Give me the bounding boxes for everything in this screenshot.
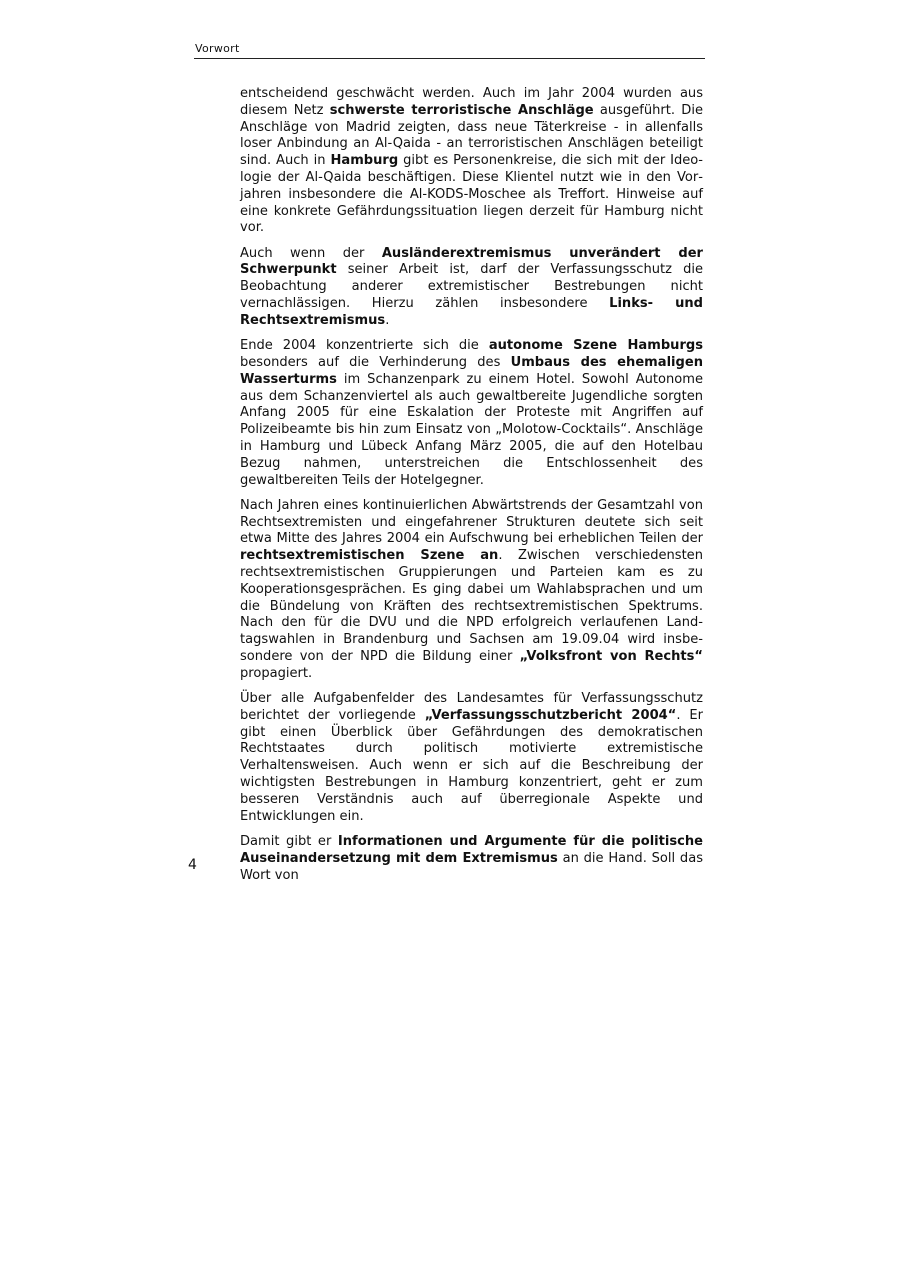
text-run: . Zwischen verschiedensten rechtsextremistischen Gruppierungen und Parteien kam es zu Kooperationsgesprächen. Es ging dabei um Wahlabsprachen und um die Bündelung von Kräften des rechtsextremistischen Spektrums. Nach den für die DVU und die NPD erfolgreich verlaufenen Landtagswahlen in Brandenburg und Sachsen am 19.09.04 wird insbesondere von der NPD die Bildung einer (240, 548, 703, 664)
paragraph (240, 691, 703, 825)
bold-text: Ausländerextremismus unverändert der Schwerpunkt (240, 245, 703, 278)
text-run: . (385, 312, 390, 328)
bold-text: „Volksfront von Rechts“ (519, 649, 703, 664)
text-run: gibt es Personenkreise, die sich mit der Ideologie der Al-Qaida beschäftigen. Diese Klientel nutzt wie in den Vorjahren insbesondere die Al-KODS-Moschee als Treffort. Hinweise auf eine konkrete Gefährdungssituation liegen derzeit für Hamburg nicht vor. (240, 153, 703, 236)
text-run: ausgeführt. Die Anschläge von Madrid zeigten, dass neue Täterkreise - in allenfalls loser Anbindung an Al-Qaida - an terroristischen Anschlägen beteiligt sind. Auch in (240, 102, 704, 169)
running-header: Vorwort (195, 42, 240, 55)
bold-text: Hamburg (330, 153, 399, 169)
bold-text: rechtsextremistischen Szene an (240, 548, 499, 564)
paragraph (240, 86, 703, 237)
text-run: Auch wenn der (240, 245, 382, 261)
text-run: propagiert. (240, 665, 313, 681)
text-run: Nach Jahren eines kontinuierlichen Abwärtstrends der Gesamtzahl von Rechtsextremisten und eingefahrener Strukturen deutete sich seit etwa Mitte des Jahres 2004 ein Aufschwung bei erheblichen Teilen der (240, 497, 703, 547)
text-run: besonders auf die Verhinderung des (240, 354, 511, 370)
text-run: im Schanzenpark zu einem Hotel. Sowohl Autonome aus dem Schanzenviertel als auch gewaltbereite Jugendliche sorgten Anfang 2005 für eine Eskalation der Proteste mit Angriffen auf Polizeibeamte bis hin zum Einsatz von „Molotow-Cocktails“. Anschläge in Hamburg und Lübeck Anfang März 2005, die auf den Hotelbau Bezug nahmen, unterstreichen die Entschlossenheit des gewaltbereiten Teils der Hotelgegner. (240, 371, 703, 488)
bold-text: autonome Szene Hamburgs (488, 338, 703, 354)
paragraph (240, 498, 703, 683)
bold-text: Umbaus des ehemaligen Wasserturms (240, 354, 703, 387)
bold-text: Informationen und Argumente für die politische Auseinandersetzung mit dem Extremismus (240, 833, 703, 866)
text-run: Über alle Aufgabenfelder des Landesamtes für Verfassungsschutz berichtet der vorliegende (240, 691, 703, 723)
text-run: Damit gibt er (240, 833, 338, 849)
page-number: 4 (188, 857, 197, 873)
paragraph (240, 338, 703, 489)
header-divider (194, 58, 705, 59)
text-run: an die Hand. Soll das Wort von (240, 850, 703, 883)
text-run: Ende 2004 konzentrierte sich die (240, 338, 489, 354)
text-run: . Er gibt einen Überblick über Gefährdungen des demokratischen Rechtstaates durch politisch motivierte extremistische Verhaltensweisen. Auch wenn er sich auf die Beschreibung der wichtigsten Bestrebungen in Hamburg konzentriert, geht er zum besseren Verständnis auch auf überregionale Aspekte und Entwicklungen ein. (240, 707, 704, 824)
paragraph (240, 834, 703, 884)
bold-text: Links- und Rechtsextremismus (240, 296, 703, 328)
bold-text: schwerste terroristische Anschläge (329, 102, 594, 118)
text-run: seiner Arbeit ist, darf der Verfassungsschutz die Beobachtung anderer extremistischer Bestrebungen nicht vernachlässigen. Hierzu zählen insbesondere (240, 262, 703, 312)
body-text (240, 86, 703, 893)
bold-text: „Verfassungsschutzbericht 2004“ (424, 707, 677, 723)
text-run: entscheidend geschwächt werden. Auch im Jahr 2004 wurden aus diesem Netz (240, 86, 703, 118)
paragraph (240, 246, 703, 330)
